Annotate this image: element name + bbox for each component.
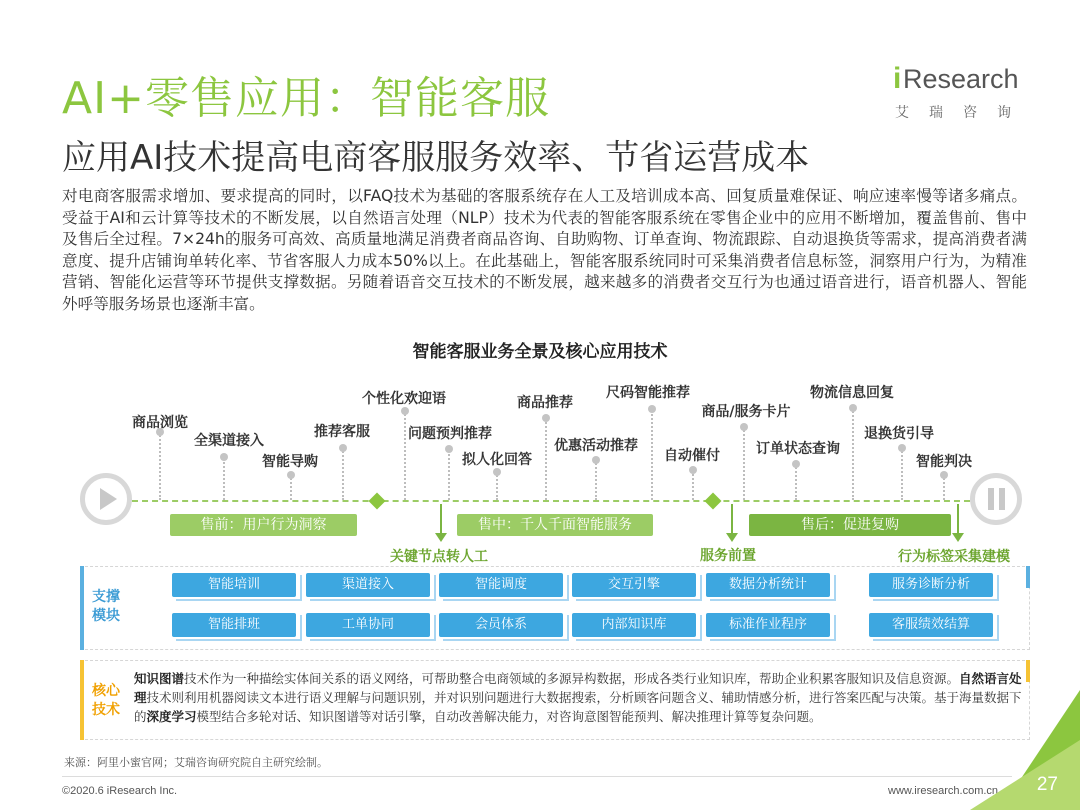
pause-icon <box>970 473 1022 525</box>
timeline-line <box>132 500 970 502</box>
footer-divider <box>62 776 1012 777</box>
module-chip: 工单协同 <box>306 613 430 637</box>
support-modules-title: 支撑模块 <box>92 589 120 624</box>
core-tech-title: 核心技术 <box>92 683 120 718</box>
diagram-title: 智能客服业务全景及核心应用技术 <box>412 342 668 362</box>
feature-stem <box>692 470 694 500</box>
module-chip: 智能调度 <box>439 573 563 597</box>
module-chip: 智能排班 <box>172 613 296 637</box>
core-bracket <box>80 660 84 740</box>
feature-label: 物流信息回复 <box>810 385 894 401</box>
module-chip: 服务诊断分析 <box>869 573 993 597</box>
feature-label: 智能导购 <box>262 454 318 470</box>
module-chip: 交互引擎 <box>572 573 696 597</box>
module-chip: 智能培训 <box>172 573 296 597</box>
feature-label: 拟人化回答 <box>462 452 532 468</box>
core-term-dl: 深度学习 <box>146 709 197 724</box>
site-url: www.iresearch.com.cn <box>888 785 999 797</box>
feature-label: 优惠活动推荐 <box>554 438 638 454</box>
feature-label: 自动催付 <box>664 448 720 464</box>
feature-label: 订单状态查询 <box>756 441 840 457</box>
corner-decoration <box>970 740 1080 810</box>
milestone-diamond <box>369 493 386 510</box>
feature-stem <box>448 449 450 500</box>
logo-subtitle: 艾瑞咨询 <box>895 105 1031 121</box>
core-term-kg: 知识图谱 <box>134 671 185 686</box>
feature-label: 商品/服务卡片 <box>701 404 791 420</box>
phase-presale: 售前：用户行为洞察 <box>170 514 357 536</box>
feature-stem <box>901 448 903 500</box>
node-tagging-label: 行为标签采集建模 <box>898 549 1010 565</box>
milestone-diamond <box>705 493 722 510</box>
feature-dot <box>740 423 748 431</box>
core-term-nlp: 自然语言处理 <box>134 671 1022 705</box>
feature-dot <box>898 444 906 452</box>
feature-dot <box>648 405 656 413</box>
arrow-down-icon <box>957 504 959 534</box>
phase-insale: 售中：千人千面智能服务 <box>457 514 653 536</box>
feature-stem <box>496 472 498 500</box>
node-transfer-label: 关键节点转人工 <box>390 549 488 565</box>
feature-label: 问题预判推荐 <box>408 426 492 442</box>
feature-stem <box>342 448 344 500</box>
feature-label: 全渠道接入 <box>194 433 264 449</box>
feature-stem <box>404 411 406 500</box>
module-chip: 渠道接入 <box>306 573 430 597</box>
feature-dot <box>689 466 697 474</box>
module-chip: 数据分析统计 <box>706 573 830 597</box>
feature-stem <box>852 408 854 500</box>
logo-mark: i <box>893 62 902 95</box>
module-chip: 标准作业程序 <box>706 613 830 637</box>
feature-dot <box>220 453 228 461</box>
feature-label: 智能判决 <box>916 454 972 470</box>
feature-stem <box>545 418 547 500</box>
feature-label: 商品浏览 <box>132 415 188 431</box>
core-tech-text <box>134 669 1024 726</box>
feature-dot <box>493 468 501 476</box>
copyright: ©2020.6 iResearch Inc. <box>62 785 178 797</box>
module-chip: 客服绩效结算 <box>869 613 993 637</box>
feature-label: 商品推荐 <box>517 395 573 411</box>
logo-word: Research <box>903 64 1019 94</box>
feature-dot <box>542 414 550 422</box>
module-chip: 会员体系 <box>439 613 563 637</box>
feature-dot <box>940 471 948 479</box>
node-front-label: 服务前置 <box>700 548 756 564</box>
iresearch-logo <box>893 62 1029 124</box>
core-text-nlp: 技术则利用机器阅读文本进行语义理解与问题识别，并对识别问题进行大数据搜索，分析顾客问题含义、辅助情感分析，进行答案匹配与决策。基于海量数据下的 <box>134 690 1022 724</box>
arrow-down-icon <box>440 504 442 534</box>
page-subtitle: 应用AI技术提高电商客服服务效率、节省运营成本 <box>62 138 810 178</box>
feature-label: 尺码智能推荐 <box>606 385 690 401</box>
play-icon <box>80 473 132 525</box>
support-bracket <box>80 566 84 650</box>
feature-label: 推荐客服 <box>314 424 370 440</box>
feature-label: 退换货引导 <box>864 426 934 442</box>
feature-label: 个性化欢迎语 <box>362 391 446 407</box>
core-text-dl: 模型结合多轮对话、知识图谱等对话引擎，自动改善解决能力，对咨询意图智能预判、解决推理计算等复杂问题。 <box>196 709 822 724</box>
arrow-down-icon <box>731 504 733 534</box>
feature-dot <box>445 445 453 453</box>
core-text-kg: 技术作为一种描绘实体间关系的语义网络，可帮助整合电商领域的多源异构数据，形成各类行业知识库，帮助企业积累客服知识及信息资源。 <box>184 671 960 686</box>
feature-stem <box>223 457 225 500</box>
source-note: 来源：阿里小蜜官网；艾瑞咨询研究院自主研究绘制。 <box>64 756 328 769</box>
feature-stem <box>743 427 745 500</box>
feature-dot <box>849 404 857 412</box>
feature-dot <box>401 407 409 415</box>
feature-dot <box>592 456 600 464</box>
feature-dot <box>792 460 800 468</box>
feature-dot <box>287 471 295 479</box>
feature-stem <box>595 460 597 500</box>
feature-stem <box>795 464 797 500</box>
support-bracket <box>1026 566 1030 588</box>
feature-stem <box>159 432 161 500</box>
module-chip: 内部知识库 <box>572 613 696 637</box>
feature-stem <box>651 409 653 500</box>
intro-paragraph: 对电商客服需求增加、要求提高的同时，以FAQ技术为基础的客服系统存在人工及培训成本高、回复质量难保证、响应速率慢等诸多痛点。受益于AI和云计算等技术的不断发展，以自然语言处理（NLP）技术为代表的智能客服系统在零售企业中的应用不断增加，覆盖售前、售中及售后全过程。7×24h的服务可高效、高质量地满足消费者商品咨询、自助购物、订单查询、物流跟踪、自动退换货等需求，提高消费者满意度、提升店铺询单转化率、节省客服人力成本50%以上。在此基础上，智能客服系统同时可采集消费者信息标签，洞察用户行为，为精准营销、智能化运营等环节提供支撑数据。另随着语音交互技术的不断发展，越来越多的消费者交互行为也通过语音进行，语音机器人、智能外呼等服务场景也逐渐丰富。 <box>62 187 1027 313</box>
page-title: AI+零售应用：智能客服 <box>62 73 550 124</box>
feature-dot <box>339 444 347 452</box>
core-bracket <box>1026 660 1030 682</box>
page-number: 27 <box>1036 774 1058 795</box>
phase-aftersale: 售后：促进复购 <box>749 514 951 536</box>
